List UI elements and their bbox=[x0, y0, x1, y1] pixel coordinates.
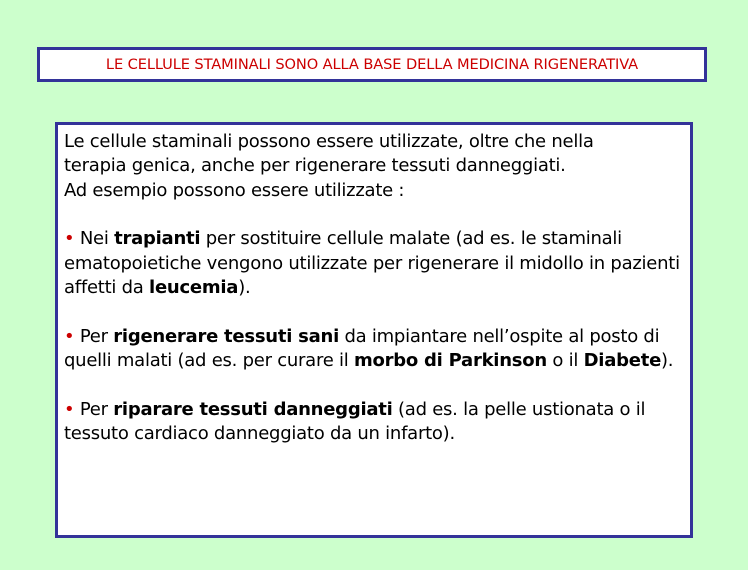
intro-line-1: Le cellule staminali possono essere utilizzate, oltre che nella bbox=[64, 131, 594, 152]
bullet-item-riparare: • Per riparare tessuti danneggiati (ad es. la pelle ustionata o il tessuto cardiaco danneggiato da un infarto). bbox=[64, 398, 646, 445]
slide-title-box bbox=[37, 47, 707, 82]
bold-term: riparare tessuti danneggiati bbox=[113, 398, 393, 420]
bullet-icon: • bbox=[64, 398, 75, 420]
bold-term: leucemia bbox=[149, 276, 239, 298]
bullet-item-trapianti: • Nei trapianti per sostituire cellule malate (ad es. le staminali ematopoietiche vengono utilizzate per rigenerare il midollo in pazienti affetti da leucemia). bbox=[64, 228, 680, 298]
bullet-icon: • bbox=[64, 325, 75, 347]
bold-term: rigenerare tessuti sani bbox=[113, 325, 339, 347]
bullet-item-rigenerare: • Per rigenerare tessuti sani da impiantare nell’ospite al posto di quelli malati (ad es. per curare il morbo di Parkinson o il Diabete). bbox=[64, 325, 674, 372]
bold-term: morbo di Parkinson bbox=[354, 350, 547, 372]
bold-term: Diabete bbox=[583, 350, 662, 372]
intro-line-3: Ad esempio possono essere utilizzate : bbox=[64, 179, 405, 201]
slide-title: LE CELLULE STAMINALI SONO ALLA BASE DELLA MEDICINA RIGENERATIVA bbox=[105, 56, 639, 73]
bullet-icon: • bbox=[64, 228, 75, 250]
content-box bbox=[55, 122, 693, 538]
intro-line-2: terapia genica, anche per rigenerare tessuti danneggiati. bbox=[64, 155, 566, 177]
bold-term: trapianti bbox=[114, 228, 201, 250]
intro-paragraph bbox=[64, 130, 684, 203]
